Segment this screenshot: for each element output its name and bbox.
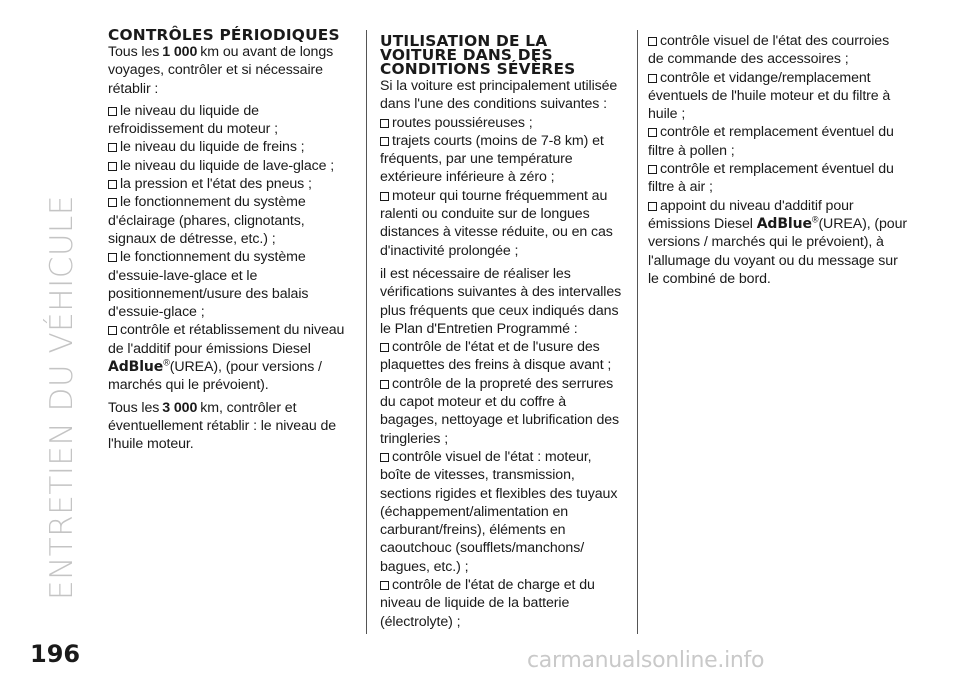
interval-value: 1 000 (162, 44, 198, 60)
checkbox-bullet-icon (648, 128, 657, 137)
list-item (108, 102, 354, 139)
checkbox-bullet-icon (108, 180, 117, 189)
column-divider (637, 30, 638, 634)
list-item (108, 193, 354, 248)
checkbox-bullet-icon (108, 143, 117, 152)
list-item (108, 175, 354, 193)
list-item-text: le niveau du liquide de freins ; (120, 139, 305, 156)
column-severe-conditions-continued (648, 32, 908, 288)
list-item (108, 138, 354, 156)
list-item-text: trajets courts (moins de 7-8 km) et fréquents, par une température extérieure inférieure à zéro ; (380, 132, 604, 186)
intro-pre: Tous les (108, 44, 160, 60)
list-item (380, 114, 626, 132)
list-item (380, 448, 626, 576)
list-item-text: moteur qui tourne fréquemment au ralenti ou conduite sur de longues distances à vitesse réduite, ou en cas d'inactivité prolongée ; (380, 187, 613, 259)
page-number: 196 (30, 640, 81, 668)
list-item-text: la pression et l'état des pneus ; (120, 176, 312, 193)
checkbox-bullet-icon (380, 192, 389, 201)
list-item (380, 338, 626, 375)
list-item (648, 123, 908, 160)
middle-paragraph: il est nécessaire de réaliser les vérifications suivantes à des intervalles plus fréquents que ceux indiqués dans le Plan d'Entretien Programmé : (380, 265, 622, 337)
list-item (648, 69, 908, 124)
column-divider (366, 30, 367, 634)
list-item (648, 197, 908, 288)
list-item-text: contrôle et rétablissement du niveau de l'additif pour émissions Diesel (108, 322, 345, 357)
list-item-text: le niveau du liquide de lave-glace ; (120, 157, 335, 174)
list-item-text: le fonctionnement du système d'éclairage (phares, clignotants, signaux de détresse, etc.) ; (108, 194, 306, 247)
registered-mark: ® (811, 214, 819, 225)
list-item-text: contrôle de la propreté des serrures du capot moteur et du coffre à bagages, nettoyage et lubrification des tringleries ; (380, 375, 620, 447)
list-item-text: appoint du niveau d'additif pour émissions Diesel (648, 197, 854, 232)
checkbox-bullet-icon (380, 137, 389, 146)
adblue-trademark: AdBlue (756, 215, 812, 232)
intro-post: km ou avant de longs voyages, contrôler et si nécessaire rétablir : (108, 44, 334, 97)
list-item (108, 321, 354, 394)
column-severe-conditions (380, 34, 626, 631)
checkbox-bullet-icon (108, 198, 117, 207)
list-item (380, 576, 626, 631)
checkbox-bullet-icon (108, 253, 117, 262)
section-heading: UTILISATION DE LA VOITURE DANS DES CONDITIONS SÉVÈRES (380, 32, 576, 78)
list-item-text: contrôle visuel de l'état : moteur, boîte de vitesses, transmission, sections rigides et flexibles des tuyaux (échappement/alimentation en carburant/freins), éléments en caoutchouc (soufflets/manchons/ bagues, etc.) ; (380, 448, 618, 575)
checkbox-bullet-icon (648, 37, 657, 46)
list-item-text: contrôle visuel de l'état des courroies de commande des accessoires ; (648, 33, 890, 68)
list-item-text: contrôle de l'état et de l'usure des plaquettes des freins à disque avant ; (380, 339, 612, 374)
adblue-tail: (UREA), (pour versions / marchés qui le prévoient). (108, 359, 322, 394)
list-item (648, 160, 908, 197)
side-section-title: ENTRETIEN DU VÉHICULE (44, 195, 80, 600)
list-item (648, 32, 908, 69)
intro-paragraph: Si la voiture est principalement utilisée dans l'une des conditions suivantes : (380, 78, 618, 113)
checkbox-bullet-icon (380, 380, 389, 389)
list-item-text: le niveau du liquide de refroidissement du moteur ; (108, 102, 278, 138)
intro-paragraph (108, 43, 354, 98)
checkbox-bullet-icon (648, 165, 657, 174)
checkbox-bullet-icon (648, 74, 657, 83)
adblue-trademark: AdBlue (108, 359, 164, 376)
section-heading: CONTRÔLES PÉRIODIQUES (108, 26, 340, 44)
adblue-tail: (UREA), (pour versions / marchés qui le prévoient), à l'allumage du voyant ou du message sur le combiné de bord. (648, 215, 908, 287)
list-item (380, 187, 626, 260)
outro-pre: Tous les (108, 399, 160, 416)
list-item-text: contrôle et vidange/remplacement éventuels de l'huile moteur et du filtre à huile ; (648, 69, 891, 123)
registered-mark: ® (163, 357, 170, 368)
checkbox-bullet-icon (108, 107, 117, 116)
list-item-text: contrôle de l'état de charge et du niveau de liquide de la batterie (électrolyte) ; (380, 577, 595, 630)
list-item-text: contrôle et remplacement éventuel du filtre à air ; (648, 161, 894, 196)
watermark-text: carmanualsonline.info (527, 648, 765, 673)
list-item (380, 375, 626, 448)
list-item-text: contrôle et remplacement éventuel du filtre à pollen ; (648, 124, 894, 159)
checkbox-bullet-icon (380, 343, 389, 352)
checkbox-bullet-icon (380, 453, 389, 462)
list-item (108, 157, 354, 175)
list-item (380, 132, 626, 187)
checkbox-bullet-icon (380, 581, 389, 590)
outro-post: km, contrôler et éventuellement rétablir : le niveau de l'huile moteur. (108, 399, 337, 453)
checkbox-bullet-icon (108, 162, 117, 171)
list-item-text: routes poussiéreuses ; (392, 114, 533, 131)
column-periodic-checks (108, 28, 354, 458)
checkbox-bullet-icon (380, 119, 389, 128)
list-item-text: le fonctionnement du système d'essuie-lave-glace et le positionnement/usure des balais d'essuie-glace ; (108, 249, 309, 321)
interval-value: 3 000 (162, 399, 198, 416)
checkbox-bullet-icon (108, 326, 117, 335)
outro-paragraph (108, 399, 354, 454)
list-item (108, 248, 354, 321)
checkbox-bullet-icon (648, 202, 657, 211)
